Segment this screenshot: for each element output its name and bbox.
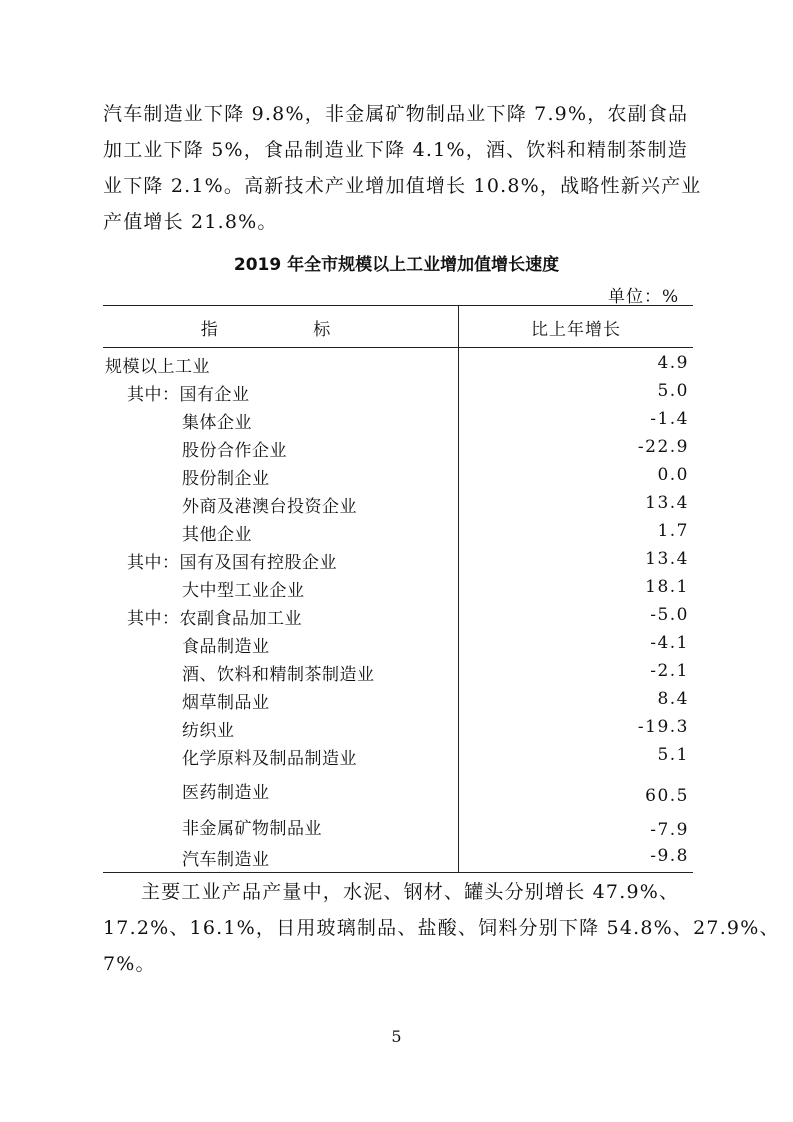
row-label: 其中：农副食品加工业 [127, 609, 302, 629]
row-label: 化学原料及制品制造业 [182, 749, 357, 769]
table-row [103, 462, 693, 489]
row-label: 其中：国有企业 [127, 385, 250, 405]
row-value: 60.5 [645, 786, 689, 806]
row-value: 13.4 [645, 549, 689, 569]
row-label: 大中型工业企业 [182, 581, 305, 601]
table-row [103, 546, 693, 573]
row-label: 食品制造业 [182, 637, 270, 657]
table-row [103, 630, 693, 657]
table-row [103, 406, 693, 433]
page-number: 5 [391, 1027, 402, 1046]
paragraph-line: 业下降 2.1%。高新技术产业增加值增长 10.8%，战略性新兴产业 [103, 175, 702, 197]
table-row [103, 602, 693, 629]
table-row [103, 714, 693, 741]
row-label: 纺织业 [182, 721, 235, 741]
paragraph-line: 7%。 [103, 953, 156, 975]
table-row [103, 574, 693, 601]
row-label: 非金属矿物制品业 [182, 819, 322, 839]
row-value: -9.8 [650, 846, 689, 866]
paragraph-line: 汽车制造业下降 9.8%，非金属矿物制品业下降 7.9%，农副食品 [103, 103, 689, 125]
paragraph-line: 主要工业产品产量中，水泥、钢材、罐头分别增长 47.9%、 [141, 881, 680, 903]
row-value: -7.9 [650, 820, 689, 840]
row-label: 汽车制造业 [182, 850, 270, 870]
row-value: -1.4 [650, 409, 689, 429]
row-label: 股份制企业 [182, 469, 270, 489]
paragraph-top [103, 96, 702, 240]
row-label: 其中：国有及国有控股企业 [127, 553, 337, 573]
table-header [103, 306, 693, 348]
table-row [103, 843, 693, 870]
row-value: -22.9 [637, 437, 689, 457]
table-row [103, 490, 693, 517]
table-row [103, 658, 693, 685]
row-label: 医药制造业 [182, 783, 270, 803]
paragraph-line: 17.2%、16.1%，日用玻璃制品、盐酸、饲料分别下降 54.8%、27.9%、 [103, 917, 780, 939]
paragraph-line: 加工业下降 5%，食品制造业下降 4.1%，酒、饮料和精制茶制造 [103, 139, 688, 161]
table-row [103, 378, 693, 405]
row-label: 规模以上工业 [105, 357, 210, 377]
data-table [103, 305, 693, 873]
row-value: 5.0 [657, 381, 689, 401]
header-indicator: 指 标 [200, 320, 361, 340]
row-label: 集体企业 [182, 413, 252, 433]
row-value: -4.1 [650, 633, 689, 653]
paragraph-line: 产值增长 21.8%。 [103, 211, 278, 233]
row-value: 4.9 [657, 353, 689, 373]
table-row [103, 742, 693, 769]
table-row [103, 350, 693, 377]
row-value: 0.0 [657, 465, 689, 485]
header-growth: 比上年增长 [531, 320, 621, 340]
row-label: 股份合作企业 [182, 441, 287, 461]
table-row [103, 434, 693, 461]
row-value: -19.3 [637, 717, 689, 737]
table-row [103, 686, 693, 713]
table-row [103, 776, 693, 806]
row-value: 1.7 [657, 521, 689, 541]
table-row [103, 518, 693, 545]
table-caption: 2019 年全市规模以上工业增加值增长速度 [233, 255, 560, 275]
row-label: 其他企业 [182, 525, 252, 545]
row-value: 18.1 [645, 577, 689, 597]
row-value: -2.1 [650, 661, 689, 681]
row-label: 酒、饮料和精制茶制造业 [182, 665, 375, 685]
row-value: 13.4 [645, 493, 689, 513]
row-label: 烟草制品业 [182, 693, 270, 713]
row-value: -5.0 [650, 605, 689, 625]
table-unit: 单位：% [608, 287, 680, 307]
row-label: 外商及港澳台投资企业 [182, 497, 357, 517]
paragraph-bottom [103, 874, 780, 982]
row-value: 8.4 [657, 689, 689, 709]
table-row [103, 812, 693, 839]
row-value: 5.1 [657, 745, 689, 765]
